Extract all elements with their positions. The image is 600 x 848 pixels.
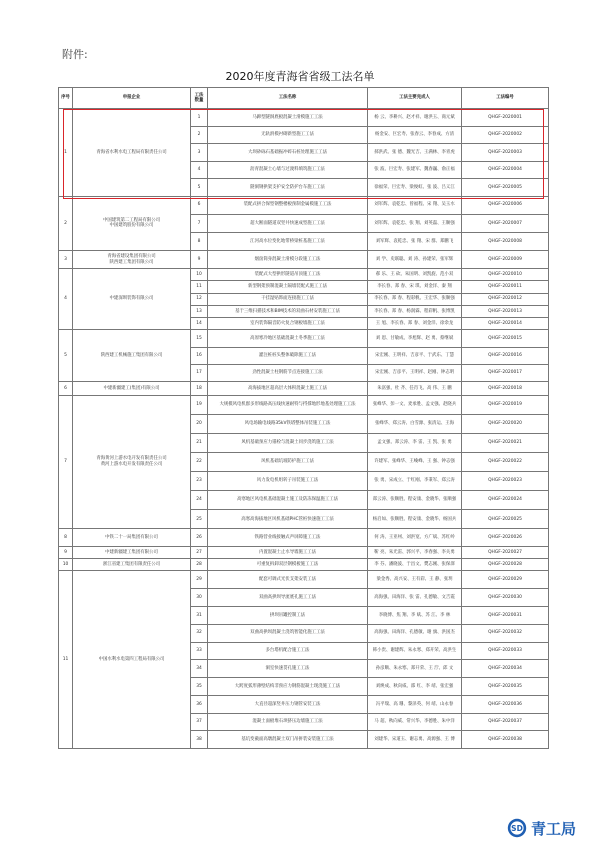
- cell-code: QHGF-2020025: [462, 510, 549, 529]
- cell-method: 大坝砂砾石基础振冲碎石桩处理施工工法: [208, 144, 368, 162]
- cell-code: QHGF-2020022: [462, 452, 549, 471]
- cell-count: 35: [191, 678, 208, 696]
- cell-method: 双曲高拱坝混凝土浇筑智能化施工工法: [208, 624, 368, 642]
- cell-seq: 3: [59, 251, 73, 269]
- cell-persons: 刘 恩、甘敏成、李旭辉、赵 勇、蔡继斌: [368, 330, 462, 347]
- cell-method: 马蹄型隧洞底板混凝土滑模施工工法: [208, 109, 368, 127]
- cell-code: QHGF-2020015: [462, 330, 549, 347]
- cell-code: QHGF-2020030: [462, 589, 549, 607]
- table-row: [59, 571, 549, 589]
- cell-method: 装配式拼合保型钢整楼板预制金属模施工工法: [208, 196, 368, 214]
- cell-seq: 6: [59, 382, 73, 395]
- cell-code: QHGF-2020011: [462, 281, 549, 293]
- cell-method: 风力发电机组转子吊装施工工法: [208, 472, 368, 491]
- cell-method: 大规模风电机群多形线路高压线快速耐特与捋撑地形地基处理施工工法: [208, 395, 368, 414]
- cell-method: 配套可调式光伏支架安装工法: [208, 571, 368, 589]
- cell-persons: 李长春、郑 春、杨润霖、程彩帆、张博凯: [368, 305, 462, 317]
- table-body: [59, 109, 549, 749]
- cell-company: 青海省水利水电工程局有限责任公司: [73, 109, 191, 197]
- cell-code: QHGF-2020012: [462, 293, 549, 305]
- cell-count: 8: [191, 232, 208, 250]
- table-row: [59, 547, 549, 559]
- header-persons: 工法主要完成人: [368, 88, 462, 109]
- cell-company: 青海省建设集团有限公司 陕西建工集团有限公司: [73, 251, 191, 269]
- cell-count: 32: [191, 624, 208, 642]
- cell-code: QHGF-2020033: [462, 642, 549, 660]
- document-title: 2020年度青海省省级工法名单: [225, 70, 375, 83]
- cell-count: 21: [191, 433, 208, 452]
- cell-count: 12: [191, 293, 208, 305]
- cell-count: 14: [191, 318, 208, 330]
- cell-persons: 靳 亮、朱光雷、郭兴平、李春强、李关勇: [368, 547, 462, 559]
- cell-persons: 张 勇、宋成立、于红刚、李秉军、郑云涛: [368, 472, 462, 491]
- cell-code: QHGF-2020037: [462, 713, 549, 731]
- cell-persons: 徐福荣、巨宏寿、梁俊虹、张 波、吕义江: [368, 179, 462, 197]
- cell-method: 基坑变截面高墩混凝土双门吊拼装安装施工工法: [208, 731, 368, 749]
- cell-company: 中建深圳装饰有限公司: [73, 269, 191, 330]
- cell-count: 36: [191, 695, 208, 713]
- cell-count: 23: [191, 472, 208, 491]
- cell-count: 34: [191, 660, 208, 678]
- cell-count: 26: [191, 529, 208, 547]
- cell-code: QHGF-2020007: [462, 214, 549, 232]
- cell-count: 19: [191, 395, 208, 414]
- cell-count: 18: [191, 382, 208, 395]
- cell-persons: 张峰华、彭一文、麦承胜、孟文强、赵晓兵: [368, 395, 462, 414]
- table-row: [59, 382, 549, 395]
- cell-count: 7: [191, 214, 208, 232]
- cell-company: 陕西建工机械施工集团有限公司: [73, 330, 191, 382]
- cell-persons: 刘建华、宋道玉、谢志勇、高源强、王 博: [368, 731, 462, 749]
- cell-seq: 1: [59, 109, 73, 197]
- cell-count: 1: [191, 109, 208, 127]
- cell-method: 劲性混凝土柱钢筋节点连接施工工法: [208, 364, 368, 381]
- cell-code: QHGF-2020018: [462, 382, 549, 395]
- logo-text: 青工局: [531, 820, 577, 838]
- table-row: [59, 109, 549, 127]
- cell-count: 38: [191, 731, 208, 749]
- table-row: [59, 251, 549, 269]
- cell-method: 大直径超深竖井压力钢管安装工法: [208, 695, 368, 713]
- cell-code: QHGF-2020020: [462, 414, 549, 433]
- cell-code: QHGF-2020017: [462, 364, 549, 381]
- cell-method: 无轨滑模衬砌新型施工工法: [208, 126, 368, 144]
- cell-persons: 许建军、张峰华、王峻峰、王 强、钟志强: [368, 452, 462, 471]
- cell-seq: 11: [59, 571, 73, 749]
- cell-method: 多台塔机配合施工工法: [208, 642, 368, 660]
- cell-persons: 高海强、田海洋、孔德敏、谢 旗、洪国杰: [368, 624, 462, 642]
- cell-persons: 刘军辉、袁乾忠、张 翔、宋 群、郑鹏飞: [368, 232, 462, 250]
- cell-persons: 杨 云、李耕兴、赵才祥、谢洪玉、商元斌: [368, 109, 462, 127]
- table-row: [59, 330, 549, 347]
- cell-persons: 宋宏刚、吉彦平、王明祥、赵刚、钟志明: [368, 364, 462, 381]
- cell-count: 3: [191, 144, 208, 162]
- cell-persons: 冯平瑞、高 珊、黎泽英、何 靖、山永春: [368, 695, 462, 713]
- cell-code: QHGF-2020035: [462, 678, 549, 696]
- cell-code: QHGF-2020026: [462, 529, 549, 547]
- cell-method: 大跨度弧形薄壁结构非预应力钢筋混凝土现浇施工工法: [208, 678, 368, 696]
- cell-count: 24: [191, 491, 208, 510]
- cell-count: 16: [191, 347, 208, 364]
- cell-company: 中建新疆建工(集团)有限公司: [73, 382, 191, 395]
- cell-count: 4: [191, 161, 208, 179]
- cell-method: 室内装饰隔音防火复合钢板墙施工工法: [208, 318, 368, 330]
- cell-persons: 孙彦顺、朱永寒、郑开荣、王 泞、邱 文: [368, 660, 462, 678]
- cell-persons: 宋宏刚、王明祥、吉彦平、于武东、丁慧: [368, 347, 462, 364]
- cell-persons: 刘军辉、袁乾忠、张 翔、刘英磊、王顺强: [368, 214, 462, 232]
- table-row: [59, 559, 549, 571]
- cell-count: 29: [191, 571, 208, 589]
- cell-method: 干挂湿贴饰面连接施工工法: [208, 293, 368, 305]
- cell-seq: 9: [59, 547, 73, 559]
- cell-code: QHGF-2020016: [462, 347, 549, 364]
- header-company: 申报企业: [73, 88, 191, 109]
- cell-count: 27: [191, 547, 208, 559]
- cell-persons: 刘焕成、秋向威、邵 红、李 靖、张宏强: [368, 678, 462, 696]
- cell-code: QHGF-2020024: [462, 491, 549, 510]
- cell-method: 内置混凝土止水导墙施工工法: [208, 547, 368, 559]
- table-row: [59, 529, 549, 547]
- cell-method: 洞室快速贯孔施工工法: [208, 660, 368, 678]
- cell-code: QHGF-2020004: [462, 161, 549, 179]
- cell-count: 22: [191, 452, 208, 471]
- cell-persons: 杨金安、巨宏寿、张春云、李春成、方清: [368, 126, 462, 144]
- attachment-label: 附件:: [62, 48, 88, 61]
- cell-code: QHGF-2020002: [462, 126, 549, 144]
- cell-method: 装配式大型拱形隧道吊顶施工工法: [208, 269, 368, 281]
- cell-count: 17: [191, 364, 208, 381]
- cell-count: 33: [191, 642, 208, 660]
- cell-count: 37: [191, 713, 208, 731]
- cell-persons: 李长春、郑 春、程彩帆、王宏华、张顺强: [368, 293, 462, 305]
- cell-code: QHGF-2020027: [462, 547, 549, 559]
- cell-method: 高寒高海拔地区风机基础PHC管桩快速施工工法: [208, 510, 368, 529]
- cell-company: 浙江省建工集团有限责任公司: [73, 559, 191, 571]
- cell-company: 中建新疆建工集团有限公司: [73, 547, 191, 559]
- cell-persons: 高海强、田海洋、张 雷、孔德敏、文吉霞: [368, 589, 462, 607]
- cell-persons: 郝洪武、张 德、魏光吉、王满林、李青虎: [368, 144, 462, 162]
- cell-count: 9: [191, 251, 208, 269]
- cell-seq: 10: [59, 559, 73, 571]
- cell-method: 风机基础坑坡防护施工工法: [208, 452, 368, 471]
- cell-method: 风机基础预应力锚栓与混凝土同步浇筑施工工法: [208, 433, 368, 452]
- table-row: [59, 395, 549, 414]
- cell-method: 铁路营业线接触式声屏障施工工法: [208, 529, 368, 547]
- cell-count: 30: [191, 589, 208, 607]
- cell-code: QHGF-2020021: [462, 433, 549, 452]
- cell-count: 15: [191, 330, 208, 347]
- header-seq: 序号: [59, 88, 73, 109]
- cell-method: 混凝土面板堆石坝挤压边墙施工工法: [208, 713, 368, 731]
- cell-code: QHGF-2020034: [462, 660, 549, 678]
- method-list-table: [58, 87, 549, 749]
- cell-persons: 王 旭、李长春、郑 春、刘金洋、徐余龙: [368, 318, 462, 330]
- header-count: 工法 数量: [191, 88, 208, 109]
- cell-persons: 张峰华、郑云涛、白雪源、张清运、王海: [368, 414, 462, 433]
- cell-persons: 何 涛、王亚州、刘洪宽、方广斌、苏红岭: [368, 529, 462, 547]
- svg-text:SD: SD: [511, 824, 523, 833]
- cell-code: QHGF-2020013: [462, 305, 549, 317]
- cell-count: 31: [191, 606, 208, 624]
- cell-method: 江河高水位变化地带桥梁桩基施工工法: [208, 232, 368, 250]
- cell-code: QHGF-2020038: [462, 731, 549, 749]
- cell-method: 拱坝吊罐控制工法: [208, 606, 368, 624]
- cell-count: 10: [191, 269, 208, 281]
- cell-count: 5: [191, 179, 208, 197]
- cell-method: 高原寒冷地区基础混凝土冬季施工工法: [208, 330, 368, 347]
- cell-company: 中国建筑第二工程局有限公司 中国建筑股份有限公司: [73, 196, 191, 251]
- cell-code: QHGF-2020005: [462, 179, 549, 197]
- cell-count: 6: [191, 196, 208, 214]
- cell-count: 11: [191, 281, 208, 293]
- table-row: [59, 269, 549, 281]
- cell-code: QHGF-2020006: [462, 196, 549, 214]
- cell-code: QHGF-2020029: [462, 571, 549, 589]
- cell-code: QHGF-2020014: [462, 318, 549, 330]
- cell-method: 可重复拆卸双层钢模板施工工法: [208, 559, 368, 571]
- cell-seq: 7: [59, 395, 73, 529]
- cell-code: QHGF-2020031: [462, 606, 549, 624]
- cell-code: QHGF-2020019: [462, 395, 549, 414]
- cell-persons: 刘 学、史联聪、刘 涛、孙建荣、张军辉: [368, 251, 462, 269]
- cell-method: 烟囱筒身混凝土滑模分段施工工法: [208, 251, 368, 269]
- cell-persons: 朱富强、杜 齐、任肖飞、高 伟、王 鹏: [368, 382, 462, 395]
- cell-persons: 杨启如、张顺胜、程安康、金晓华、杨国兵: [368, 510, 462, 529]
- cell-seq: 8: [59, 529, 73, 547]
- cell-persons: 张 波、巨宏寿、张建军、魏春巍、俞正福: [368, 161, 462, 179]
- cell-code: QHGF-2020003: [462, 144, 549, 162]
- cell-company: 中国水利水电第四工程局有限公司: [73, 571, 191, 749]
- cell-method: 高海拔地区超高层大体积混凝土施工工法: [208, 382, 368, 395]
- cell-method: 灌注桩桩头整体破除施工工法: [208, 347, 368, 364]
- header-code: 工法编号: [462, 88, 549, 109]
- cell-persons: 李晓博、焦 翔、李 斌、苏 江、李 林: [368, 606, 462, 624]
- header-method: 工法名称: [208, 88, 368, 109]
- cell-persons: 马 超、秋向威、常兴华、李德胜、朱中洋: [368, 713, 462, 731]
- cell-seq: 2: [59, 196, 73, 251]
- cell-count: 13: [191, 305, 208, 317]
- cell-company: 青海黄河上游水电开发有限责任公司 黄河上游水电开发有限责任公司: [73, 395, 191, 529]
- cell-company: 中铁二十一局集团有限公司: [73, 529, 191, 547]
- cell-code: QHGF-2020032: [462, 624, 549, 642]
- cell-seq: 5: [59, 330, 73, 382]
- cell-method: 基于三维扫描技术和BIM技术的双曲石材安装施工工法: [208, 305, 368, 317]
- cell-method: 超大断面隧道双竖井快速成型施工工法: [208, 214, 368, 232]
- cell-code: QHGF-2020008: [462, 232, 549, 250]
- table-header-row: [59, 88, 549, 109]
- cell-persons: 刘军辉、袁乾忠、曾福程、宋 翔、吴玉水: [368, 196, 462, 214]
- cell-code: QHGF-2020028: [462, 559, 549, 571]
- cell-code: QHGF-2020023: [462, 472, 549, 491]
- cell-count: 25: [191, 510, 208, 529]
- cell-persons: 郑云涛、张顺胜、程安康、金晓华、张顺强: [368, 491, 462, 510]
- sd-circle-logo-icon: [507, 818, 527, 838]
- cell-method: 风电场输电线路35kV铁塔整体吊装施工工法: [208, 414, 368, 433]
- cell-persons: 李 芬、潘晓波、于昌文、樊志刚、张保澤: [368, 559, 462, 571]
- cell-persons: 李长春、郑 春、宋 琪、刘金洋、秦 翔: [368, 281, 462, 293]
- cell-persons: 梁金秀、高兴安、王有彩、王 静、张玥: [368, 571, 462, 589]
- cell-method: 隧洞钢拱架支护安全防护台车施工工法: [208, 179, 368, 197]
- cell-persons: 郝 乐、王 砍、朱国明、刘凯旋、范小双: [368, 269, 462, 281]
- table-row: [59, 196, 549, 214]
- cell-count: 2: [191, 126, 208, 144]
- cell-count: 20: [191, 414, 208, 433]
- cell-count: 28: [191, 559, 208, 571]
- cell-persons: 孟文强、郑云涛、李 雷、王 凯、张 勇: [368, 433, 462, 452]
- cell-code: QHGF-2020036: [462, 695, 549, 713]
- cell-code: QHGF-2020010: [462, 269, 549, 281]
- cell-method: 沥青混凝土心墙与过渡料填筑施工工法: [208, 161, 368, 179]
- cell-method: 高寒地区风电机基础混凝土施工及防冻保温施工工法: [208, 491, 368, 510]
- cell-code: QHGF-2020001: [462, 109, 549, 127]
- cell-method: 双曲高拱坝导流底孔施工工法: [208, 589, 368, 607]
- cell-seq: 4: [59, 269, 73, 330]
- cell-method: 新型钢架预制混凝土隔墙装配式施工工法: [208, 281, 368, 293]
- cell-persons: 韩小贵、谢建辉、朱永寒、郑开荣、高洪生: [368, 642, 462, 660]
- cell-code: QHGF-2020009: [462, 251, 549, 269]
